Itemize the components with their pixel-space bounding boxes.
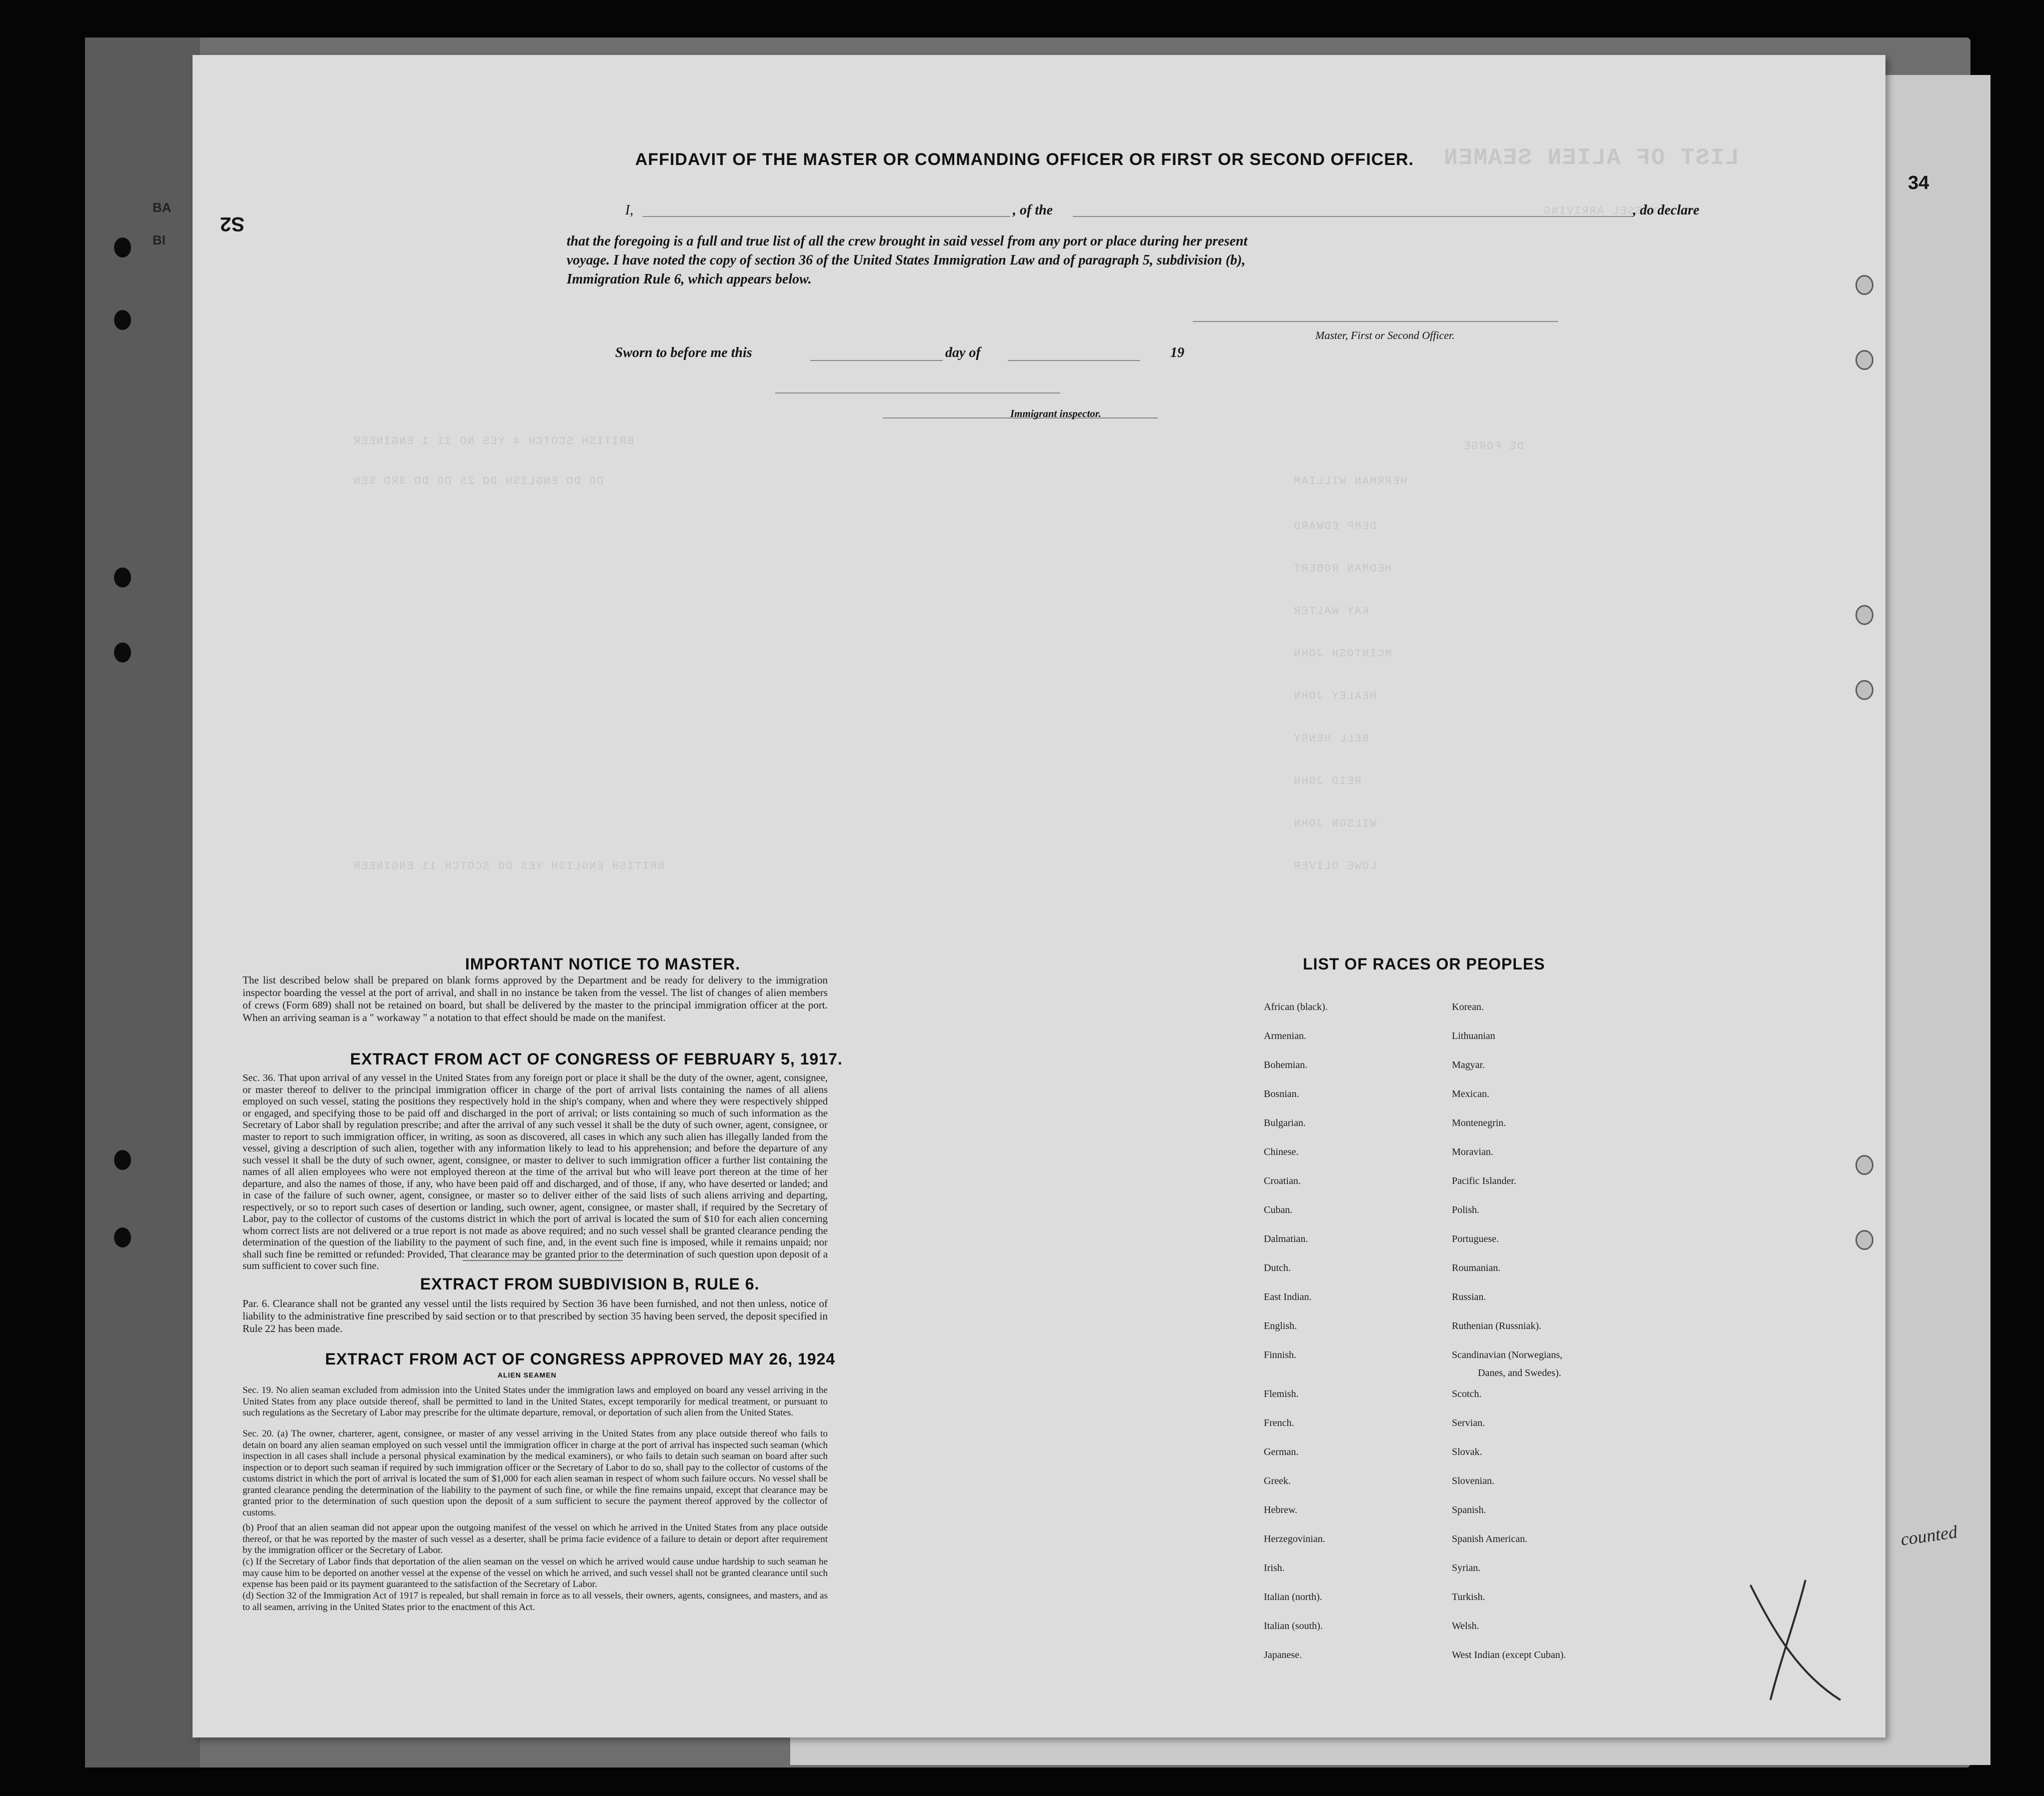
affidavit-i-label: I, [625,202,634,218]
race-item: Italian (north). [1264,1592,1322,1602]
vessel-blank-line [1073,216,1633,217]
bleed-through-text: LOWE OLIVER [1293,860,1377,872]
affidavit-title: AFFIDAVIT OF THE MASTER OR COMMANDING OFFICER OR FIRST OR SECOND OFFICER. [635,150,1414,169]
race-item: Japanese. [1264,1650,1302,1660]
name-blank-line [643,216,1010,217]
race-item: Slovenian. [1452,1476,1494,1486]
race-item: Turkish. [1452,1592,1485,1602]
left-margin-fragment: BA [153,200,172,215]
race-item: Montenegrin. [1452,1118,1506,1128]
bleed-through-text: LIST OF ALIEN SEAMEN [1443,145,1739,171]
race-item: East Indian. [1264,1292,1312,1302]
left-margin-fragment: BI [153,232,166,248]
handwritten-x-mark [1740,1575,1850,1710]
race-item: Bulgarian. [1264,1118,1306,1128]
race-item: Armenian. [1264,1030,1306,1042]
bleed-through-text: DEMP EDWARD [1293,520,1377,532]
binder-ring [1855,1155,1873,1175]
bleed-through-text: DO DO ENGLISH DO 25 DO DO 3RD SEN [353,475,604,488]
race-item: Servian. [1452,1418,1485,1428]
sworn-day-line [810,360,943,361]
binder-ring [1855,605,1873,625]
bleed-through-text: KAY WALTER [1293,605,1369,618]
race-item: Greek. [1264,1476,1291,1486]
race-item: Moravian. [1452,1146,1493,1158]
race-item: West Indian (except Cuban). [1452,1650,1566,1660]
race-item: Russian. [1452,1292,1486,1302]
race-item: Flemish. [1264,1388,1299,1400]
extract-rule6-text: Par. 6. Clearance shall not be granted any vessel until the lists required by Section 36 have been furnished, and not then unless, notice of liability to the administrative fine prescribed by said section or to that prescribed by section 35 having been served, the deposit specified in Rule 22 has been made. [243,1298,828,1334]
affidavit-line-3: voyage. I have noted the copy of section 36 of the United States Immigration Law and of paragraph 5, subdivision (b), [567,252,1246,268]
race-item: Korean. [1452,1002,1484,1012]
extract-1924-sec19: Sec. 19. No alien seaman excluded from admission into the United States under the immigration laws and employed on board any vessel arriving in the United States from any place outside thereof, shall be permitted to land in the United States, except temporarily for medical treatment, or pursuant to such regulations as the Secretary of Labor may prescribe for the ultimate departure, removal, or deportation of such alien from the United States. [243,1385,828,1418]
race-item: Irish. [1264,1562,1285,1574]
binder-hole [114,568,131,588]
extract-1924-sec20c: (c) If the Secretary of Labor finds that deportation of the alien seaman on the vessel on which he arrived would cause undue hardship to such seaman he may cause him to be deported on another vessel at the expense of the vessel on which he arrived, and such vessel shall not be granted clearance until such expense has been paid or its payment guaranteed to the satisfaction of the Secretary of Labor. [243,1556,828,1590]
bleed-through-text: BELL HENRY [1293,732,1369,745]
bleed-through-text: VESSEL ARRIVING [1543,205,1657,218]
race-item: Spanish. [1452,1504,1486,1516]
binder-ring [1855,275,1873,295]
race-item: Bosnian. [1264,1088,1299,1100]
extract-1924-subtitle: ALIEN SEAMEN [498,1371,557,1379]
binder-ring [1855,1230,1873,1250]
race-item: Dutch. [1264,1262,1291,1274]
race-item: Italian (south). [1264,1620,1323,1632]
race-item-continuation: Danes, and Swedes). [1478,1368,1561,1378]
race-item: Slovak. [1452,1446,1482,1458]
race-item: Hebrew. [1264,1504,1298,1516]
binder-hole [114,310,131,330]
handwritten-margin-note: counted [1899,1522,1959,1550]
binder-ring [1855,680,1873,700]
race-item: Pacific Islander. [1452,1176,1516,1186]
extract-1917-text: Sec. 36. That upon arrival of any vessel in the United States from any foreign port or place it shall be the duty of the owner, agent, consignee, or master thereof to deliver to the principal immigration officer in charge of the port of arrival lists containing the names of all aliens employed on such vessel, stating the positions they respectively hold in the ship's company, when and where they were respectively shipped or engaged, and specifying those to be paid off and discharged in the port of arrival; or lists containing so much of such information as the Secretary of Labor shall by regulation prescribe; and after the arrival of any such vessel it shall be the duty of such owner, agent, consignee, or master to report to such immigration officer, in writing, as soon as discovered, all cases in which any such alien has illegally landed from the vessel, giving a description of such alien, together with any information likely to lead to his apprehension; and before the departure of any such vessel it shall be the duty of such owner, agent, consignee, or master to deliver to such immigration officer a further list containing the names of all alien employees who were not employed thereon at the time of the arrival but who will leave port thereon at the time of her departure, and also the names of those, if any, who have been paid off and discharged, and of those, if any, who have deserted or landed; and in case of the failure of such owner, agent, consignee, or master so to deliver either of the said lists of such aliens arriving and departing, respectively, or so to report such cases of desertion or landing, such owner, agent, consignee, or master shall, if required by the Secretary of Labor, pay to the collector of customs of the customs district in which the port of arrival is located the sum of $10 for each alien concerning whom correct lists are not delivered or a true report is not made as above required; and no such vessel shall be granted clearance pending the determination of the question of the liability to the payment of such fine, and, in the event such fine is imposed, while it remains unpaid; nor shall such fine be remitted or refunded: Provided, That clearance may be granted prior to the determination of such question upon deposit of a sum sufficient to cover such fine. [243,1072,828,1272]
race-item: German. [1264,1446,1299,1458]
signature-line [1193,321,1558,322]
extract-1917-title: EXTRACT FROM ACT OF CONGRESS OF FEBRUARY 5, 1917. [350,1050,843,1068]
extract-1924-sec20a: Sec. 20. (a) The owner, charterer, agent, consignee, or master of any vessel arriving in the United States from any place outside thereof who fails to detain on board any alien seaman employed on such vessel until the immigration officer in charge at the port of arrival has inspected such seaman (which inspection in all cases shall include a personal physical examination by the medical examiners), or who fails to detain such seaman on board after such inspection or to deport such seaman if required by such immigration officer or the Secretary of Labor to do so, shall pay to the collector of customs of the customs district in which the port of arrival is located the sum of $1,000 for each alien seaman in respect of whom such failure occurs. No vessel shall be granted clearance pending the determination of the liability to the payment of such fine, or while the fine remains unpaid, except that clearance may be granted prior to the determination of such question upon the deposit of a sum sufficient to secure the payment thereof approved by the collector of customs. [243,1428,828,1518]
race-item: Magyar. [1452,1060,1485,1070]
sworn-month-line [1008,360,1140,361]
bleed-through-text: REID JOHN [1293,775,1361,788]
extract-1924-title: EXTRACT FROM ACT OF CONGRESS APPROVED MAY 26, 1924 [325,1350,836,1368]
folio-mark: S2 [220,213,245,235]
binder-hole [114,238,131,258]
race-item: French. [1264,1418,1294,1428]
bleed-through-text: HEDMAN ROBERT [1293,562,1392,575]
page-number: 34 [1908,172,1929,194]
binder-hole [114,1228,131,1248]
inspector-line [775,392,1060,394]
race-item: Welsh. [1452,1620,1479,1632]
race-item: English. [1264,1320,1297,1332]
signer-caption: Master, First or Second Officer. [1315,329,1455,342]
bleed-through-text: DE FORGE [1463,440,1524,452]
affidavit-of-the-label: , of the [1013,202,1053,218]
year-prefix: 19 [1170,345,1184,360]
binder-hole [114,642,131,662]
notice-title: IMPORTANT NOTICE TO MASTER. [465,955,741,973]
notice-text: The list described below shall be prepared on blank forms approved by the Department and be ready for delivery to the immigration inspector boarding the vessel at the port of arrival, and shall in no instance be taken from the vessel. The list of changes of alien members of crews (Form 689) shall not be retained on board, but shall be delivered by the master to the principal immigration officer at the port. When an arriving seaman is a " workaway " a notation to that effect should be made on the manifest. [243,974,828,1024]
race-item: Herzegovinian. [1264,1534,1325,1544]
affidavit-declare-label: , do declare [1633,202,1699,218]
extract-rule6-title: EXTRACT FROM SUBDIVISION B, RULE 6. [420,1275,760,1293]
inspector-caption: Immigrant inspector. [1010,408,1102,420]
race-item: African (black). [1264,1002,1328,1012]
bleed-through-text: BRITISH SCOTCH 4 YES NO 11 1 ENGINEER [353,435,634,448]
race-item: Roumanian. [1452,1262,1501,1274]
sworn-label: Sworn to before me this [615,345,752,360]
race-item: Dalmatian. [1264,1234,1308,1244]
races-title: LIST OF RACES OR PEOPLES [1303,955,1545,973]
bleed-through-text: HEALEY JOHN [1293,690,1377,702]
bleed-through-text: BRITISH ENGLISH YES DO SCOTCH 11 ENGINEER [353,860,665,872]
bleed-through-text: HERRMAN WILLIAM [1293,475,1407,488]
section-divider [463,1260,623,1261]
race-item: Chinese. [1264,1146,1299,1158]
race-item: Croatian. [1264,1176,1301,1186]
binder-hole [114,1150,131,1170]
race-item: Portuguese. [1452,1234,1499,1244]
binder-spine [85,38,200,1768]
binder-ring [1855,350,1873,370]
bleed-through-text: MCINTOSH JOHN [1293,648,1392,660]
race-item: Lithuanian [1452,1030,1495,1042]
race-item: Spanish American. [1452,1534,1528,1544]
race-item: Polish. [1452,1204,1480,1216]
race-item: Finnish. [1264,1350,1297,1360]
bleed-through-text: WILSON JOHN [1293,818,1377,830]
race-item: Scotch. [1452,1388,1482,1400]
race-item: Bohemian. [1264,1060,1308,1070]
extract-1924-sec20d: (d) Section 32 of the Immigration Act of 1917 is repealed, but shall remain in force as to all vessels, their owners, agents, consignees, and masters, and as to all seamen, arriving in the United States prior to the enactment of this Act. [243,1590,828,1612]
race-item: Cuban. [1264,1204,1293,1216]
race-item: Ruthenian (Russniak). [1452,1320,1541,1332]
extract-1924-sec20b: (b) Proof that an alien seaman did not appear upon the outgoing manifest of the vessel on which he arrived in the United States from any place outside thereof, or that he was reported by the master of such vessel as a deserter, shall be prima facie evidence of a failure to detain or deport after requirement by the immigration officer or the Secretary of Labor. [243,1522,828,1556]
day-of-label: day of [945,345,981,360]
race-item: Scandinavian (Norwegians, [1452,1350,1563,1360]
affidavit-line-4: Immigration Rule 6, which appears below. [567,272,812,287]
race-item: Syrian. [1452,1562,1481,1574]
affidavit-line-2: that the foregoing is a full and true list of all the crew brought in said vessel from any port or place during her present [567,234,1248,249]
race-item: Mexican. [1452,1088,1489,1100]
